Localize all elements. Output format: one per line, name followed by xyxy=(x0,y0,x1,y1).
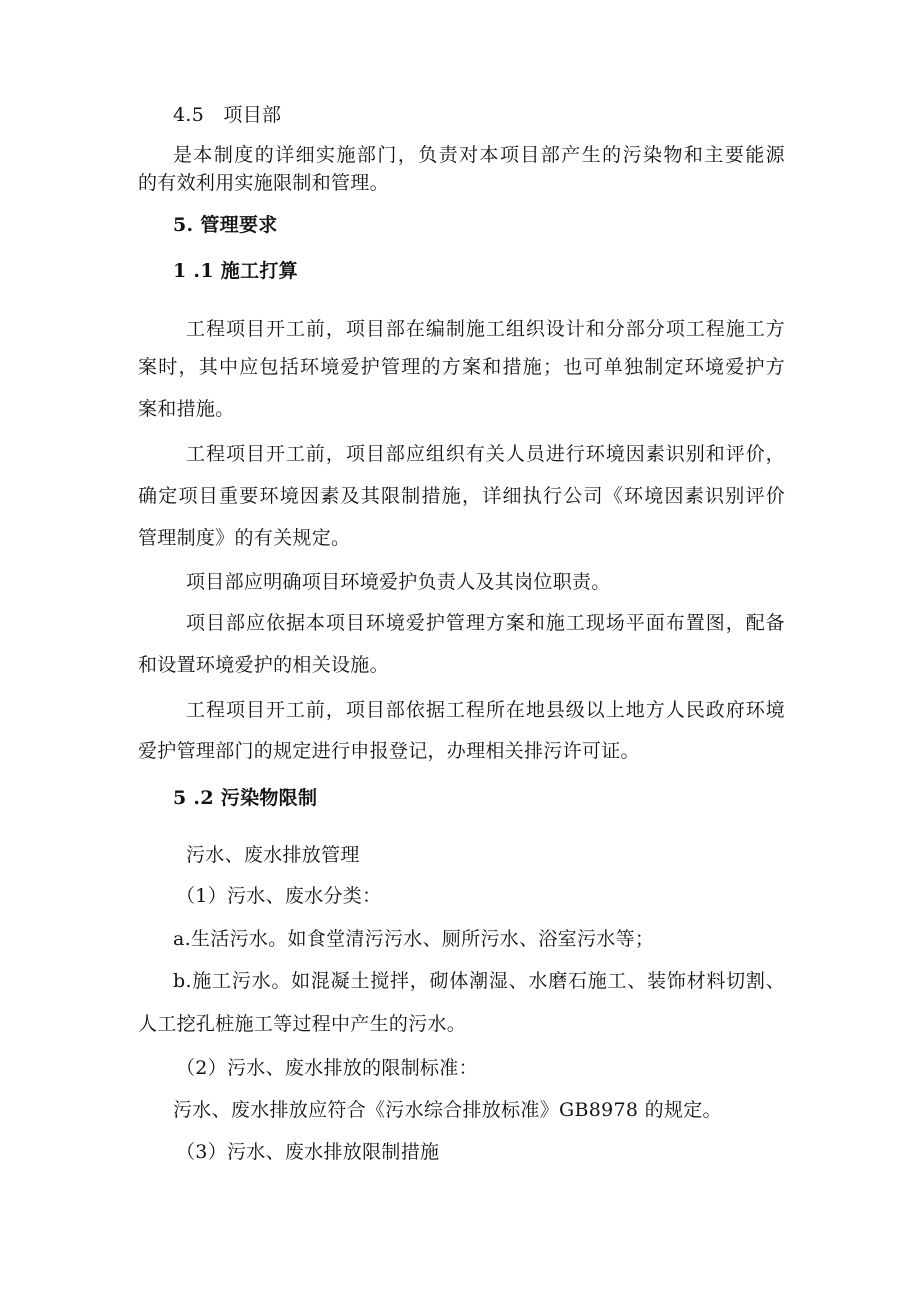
section-4-5-text-line-1: 是本制度的详细实施部门，负责对本项目部产生的污染物和主要能源 xyxy=(173,144,785,166)
section-5-1-heading: 1 .1 施工打算 xyxy=(173,260,298,282)
para-2-line-3: 管理制度》的有关规定。 xyxy=(138,527,351,549)
para-3-line-1: 项目部应明确项目环境爱护负责人及其岗位职责。 xyxy=(186,571,611,593)
para-4-line-1: 项目部应依据本项目环境爱护管理方案和施工现场平面布置图，配备 xyxy=(186,612,785,634)
para-4-line-2: 和设置环境爱护的相关设施。 xyxy=(138,654,389,676)
item-1-title: （1）污水、废水分类： xyxy=(176,885,382,907)
para-1-line-1: 工程项目开工前，项目部在编制施工组织设计和分部分项工程施工方 xyxy=(186,318,785,340)
section-4-5-text-line-2: 的有效利用实施限制和管理。 xyxy=(138,172,389,194)
section-5-2-subtitle: 污水、废水排放管理 xyxy=(186,844,360,866)
para-1-line-3: 案和措施。 xyxy=(138,398,235,420)
para-2-line-2: 确定项目重要环境因素及其限制措施，详细执行公司《环境因素识别评价 xyxy=(138,485,785,507)
para-5-line-2: 爱护管理部门的规定进行申报登记，办理相关排污许可证。 xyxy=(138,740,640,762)
item-1-b-line-1: b.施工污水。如混凝土搅拌，砌体潮湿、水磨石施工、装饰材料切割、 xyxy=(173,970,785,992)
item-1-b-line-2: 人工挖孔桩施工等过程中产生的污水。 xyxy=(138,1013,467,1035)
para-1-line-2: 案时，其中应包括环境爱护管理的方案和措施；也可单独制定环境爱护方 xyxy=(138,356,785,378)
item-2-title: （2）污水、废水排放的限制标准： xyxy=(176,1057,478,1079)
para-2-line-1: 工程项目开工前，项目部应组织有关人员进行环境因素识别和评价， xyxy=(186,443,785,465)
para-5-line-1: 工程项目开工前，项目部依据工程所在地县级以上地方人民政府环境 xyxy=(186,699,785,721)
section-5-2-heading: 5 .2 污染物限制 xyxy=(173,787,318,809)
item-2-text: 污水、废水排放应符合《污水综合排放标准》GB8978 的规定。 xyxy=(173,1099,722,1121)
section-4-5-heading: 4.5 项目部 xyxy=(173,104,282,126)
item-3-title: （3）污水、废水排放限制措施 xyxy=(176,1141,440,1163)
section-5-heading: 5. 管理要求 xyxy=(173,214,278,236)
item-1-a: a.生活污水。如食堂清污污水、厕所污水、浴室污水等； xyxy=(173,928,655,950)
